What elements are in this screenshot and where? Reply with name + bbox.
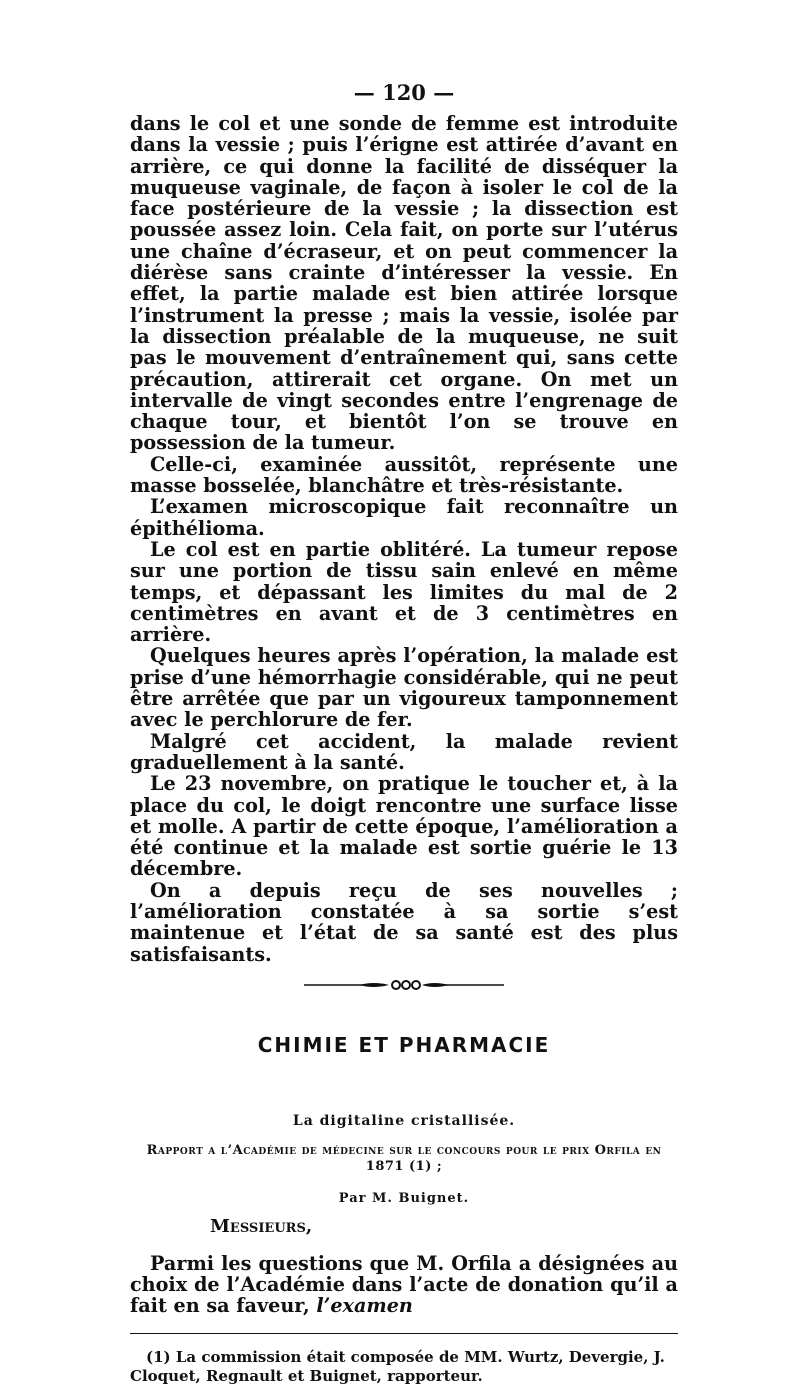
document-page [130,80,678,1386]
paragraph: L’examen microscopique fait reconnaître un épithélioma. [130,495,678,540]
paragraph: Quelques heures après l’opération, la malade est prise d’une hémorrhagie considérable, qui ne peut être arrêtée que par un vigoureux tamponnement avec le perchlorure de fer. [130,644,678,732]
salutation: Messieurs, [210,1215,313,1237]
body-text-top [130,113,678,965]
decorative-divider-ornament [130,979,678,991]
ornament-icon [304,979,504,991]
footnote: (1) La commission était composée de MM. Wurtz, Devergie, J. Cloquet, Regnault et Buignet, rapporteur. [130,1347,665,1385]
author-line: Par M. Buignet. [338,1190,470,1206]
paragraph: On a depuis reçu de ses nouvelles ; l’amélioration constatée à sa sortie s’est maintenue et l’état de sa santé est des plus satisfaisants. [130,878,678,966]
paragraph-text: Parmi les questions que M. Orfila a désignées au choix de l’Académie dans l’acte de donation qu’il a fait en sa faveur, [130,1251,678,1318]
footnote-rule [130,1333,678,1334]
paragraph: Malgré cet accident, la malade revient graduellement à la santé. [130,729,678,774]
page-number: — 120 — [353,80,455,105]
report-subtitle: Rapport a l’Académie de médecine sur le concours pour le prix Orfila en 1871 (1) ; [146,1142,662,1174]
italic-word: l’examen [316,1294,413,1318]
paragraph: Le col est en partie oblitéré. La tumeur repose sur une portion de tissu sain enlevé en même temps, et dépassant les limites du mal de 2 centimètres en avant et de 3 centimètres en arrière. [130,537,678,647]
paragraph: Le 23 novembre, on pratique le toucher et, à la place du col, le doigt rencontre une surface lisse et molle. A partir de cette époque, l’amélioration a été continue et la malade est sortie guérie le 13 décembre. [130,772,678,881]
paragraph [130,1253,678,1317]
article-title: La digitaline cristallisée. [292,1112,516,1129]
paragraph: Celle-ci, examinée aussitôt, représente une masse bosselée, blanchâtre et très-résistante. [130,452,678,498]
section-title: CHIMIE ET PHARMACIE [257,1032,551,1057]
body-text-bottom [130,1253,678,1317]
paragraph: dans le col et une sonde de femme est introduite dans la vessie ; puis l’érigne est attirée d’avant en arrière, ce qui donne la facilité de disséquer la muqueuse vaginale, de façon à isoler le col de la face postérieure de la vessie ; la dissection est poussée assez loin. Cela fait, on porte sur l’utérus une chaîne d’écraseur, et on peut commencer la diérèse sans crainte d’intéresser la vessie. En effet, la partie malade est bien attirée lorsque l’instrument la presse ; mais la vessie, isolée par la dissection préalable de la muqueuse, ne suit pas le mouvement d’entraînement qui, sans cette précaution, attirerait cet organe. On met un intervalle de vingt secondes entre l’engrenage de chaque tour, et bientôt l’on se trouve en possession de la tumeur. [130,112,678,455]
